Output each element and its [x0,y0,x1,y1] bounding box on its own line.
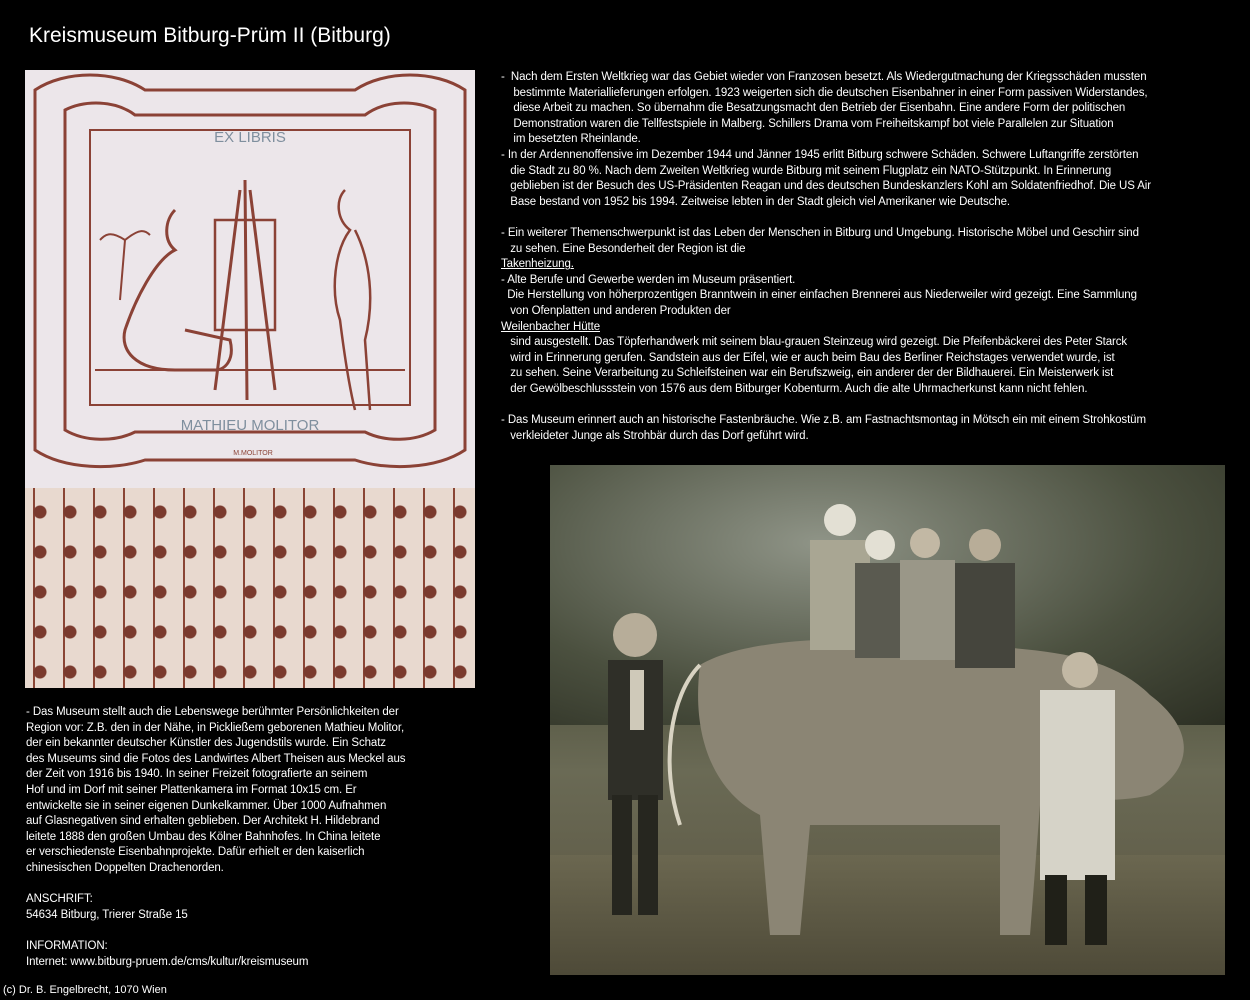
link-weilenbacher-huette[interactable]: Weilenbacher Hütte [501,320,600,333]
right-text-line: geblieben ist der Besuch des US-Präsidenten Reagan und des deutschen Bundeskanzlers Kohl am Soldatenfriedhof. Die US Air [501,180,1151,193]
left-text-line: Hof und im Dorf mit seiner Plattenkamera im Format 10x15 cm. Er [26,783,357,796]
photo-figures [550,465,1225,975]
link-takenheizung[interactable]: Takenheizung. [501,258,574,271]
right-text-line: wird in Erinnerung gerufen. Sandstein aus der Eifel, wie er auch beim Bau des Berliner Reichstages verwendet wurde, ist [501,351,1115,364]
right-text-line: bestimmte Materiallieferungen erfolgen. 1923 weigerten sich die deutschen Eisenbahner in einer Form passiven Widerstandes, [501,86,1148,99]
right-text-line: - Ein weiterer Themenschwerpunkt ist das Leben der Menschen in Bitburg und Umgebung. Historische Möbel und Geschirr sind [501,226,1139,239]
historic-farm-photo [550,465,1225,975]
left-text-line: 54634 Bitburg, Trierer Straße 15 [26,908,188,921]
exlibris-signature: M.MOLITOR [233,450,273,457]
right-text-line: zu sehen. Eine Besonderheit der Region ist die [501,242,746,255]
exlibris-image [25,70,475,688]
right-paragraph-2 [501,273,1201,320]
left-text-line: der ein bekannter deutscher Künstler des Jugendstils wurde. Ein Schatz [26,737,386,750]
right-text-line: Base bestand von 1952 bis 1994. Zeitweise lebten in der Stadt gleich viel Amerikaner wie Deutsche. [501,195,1010,208]
exlibris-illustration [25,70,475,488]
left-text-line: entwickelte sie in seiner eigenen Dunkelkammer. Über 1000 Aufnahmen [26,799,387,812]
right-text-line: die Stadt zu 80 %. Nach dem Zweiten Weltkrieg wurde Bitburg mit seinem Flugplatz ein NATO-Stützpunkt. In Erinnerung [501,164,1112,177]
left-text-block [26,705,446,970]
left-text-line: auf Glasnegativen sind erhalten geblieben. Der Architekt H. Hildebrand [26,815,380,828]
right-text-line: Demonstration waren die Tellfestspiele in Malberg. Schillers Drama vom Freiheitskampf bot viele Parallelen zur Situation [501,117,1114,130]
right-text-line: der Gewölbeschlussstein von 1576 aus dem Bitburger Kobenturm. Auch die alte Uhrmacherkunst kann nicht fehlen. [501,382,1088,395]
right-text-line: - Alte Berufe und Gewerbe werden im Museum präsentiert. [501,273,796,286]
exlibris-name-text: MATHIEU MOLITOR [180,417,320,434]
right-text-line [501,397,1201,413]
left-text-line: ANSCHRIFT: [26,893,93,906]
right-text-line: - In der Ardennenoffensive im Dezember 1944 und Jänner 1945 erlitt Bitburg schwere Schäden. Schwere Luftangriffe zerstörten [501,148,1139,161]
left-text-line: des Museums sind die Fotos des Landwirtes Albert Theisen aus Meckel aus [26,752,406,765]
left-text-line: Internet: www.bitburg-pruem.de/cms/kultur/kreismuseum [26,955,309,968]
right-text-line: von Ofenplatten und anderen Produkten der [501,304,731,317]
left-text-line: der Zeit von 1916 bis 1940. In seiner Freizeit fotografierte an seinem [26,768,368,781]
left-text-line: - Das Museum stellt auch die Lebenswege berühmter Persönlichkeiten der [26,706,399,718]
right-text-line: verkleideter Junge als Strohbär durch das Dorf geführt wird. [501,429,809,442]
left-text-line: leitete 1888 den großen Umbau des Kölner Bahnhofes. In China leitete [26,830,381,843]
right-paragraph-1 [501,70,1201,257]
page-title: Kreismuseum Bitburg-Prüm II (Bitburg) [29,24,391,47]
right-text-line: - Nach dem Ersten Weltkrieg war das Gebiet wieder von Franzosen besetzt. Als Wiedergutmachung der Kriegsschäden mussten [501,71,1147,83]
right-text-line: im besetzten Rheinlande. [501,133,641,146]
right-text-line: diese Arbeit zu machen. So übernahm die Besatzungsmacht den Betrieb der Eisenbahn. Eine andere Form der politischen [501,102,1126,115]
ornamental-pattern [25,488,475,688]
left-text-line: chinesischen Doppelten Drachenorden. [26,861,224,874]
right-text-line: - Das Museum erinnert auch an historische Fastenbräuche. Wie z.B. am Fastnachtsmontag in Mötsch ein mit einem Strohkostüm [501,414,1146,427]
right-paragraph-3 [501,335,1201,444]
right-text-line: Die Herstellung von höherprozentigen Branntwein in einer einfachen Brennerei aus Niederweiler wird gezeigt. Eine Sammlung [501,289,1137,302]
left-text-line: er verschiedenste Eisenbahnprojekte. Dafür erhielt er den kaiserlich [26,846,365,859]
right-text-line: zu sehen. Seine Verarbeitung zu Schleifsteinen war ein Berufszweig, ein anderer der der Bildhauerei. Ein Meisterwerk ist [501,367,1114,380]
exlibris-top-text: EX LIBRIS [214,129,286,146]
right-text-line: sind ausgestellt. Das Töpferhandwerk mit seinem blau-grauen Steinzeug wird gezeigt. Die Pfeifenbäckerei des Peter Starck [501,336,1128,349]
right-text-line [501,210,1201,226]
left-text-line [26,877,446,893]
right-text-block [501,70,1201,444]
copyright-footer: (c) Dr. B. Engelbrecht, 1070 Wien [3,984,167,996]
left-text-line [26,923,446,939]
left-text-line: Region vor: Z.B. den in der Nähe, in Pickließem geborenen Mathieu Molitor, [26,721,405,734]
left-text-line: INFORMATION: [26,939,108,952]
